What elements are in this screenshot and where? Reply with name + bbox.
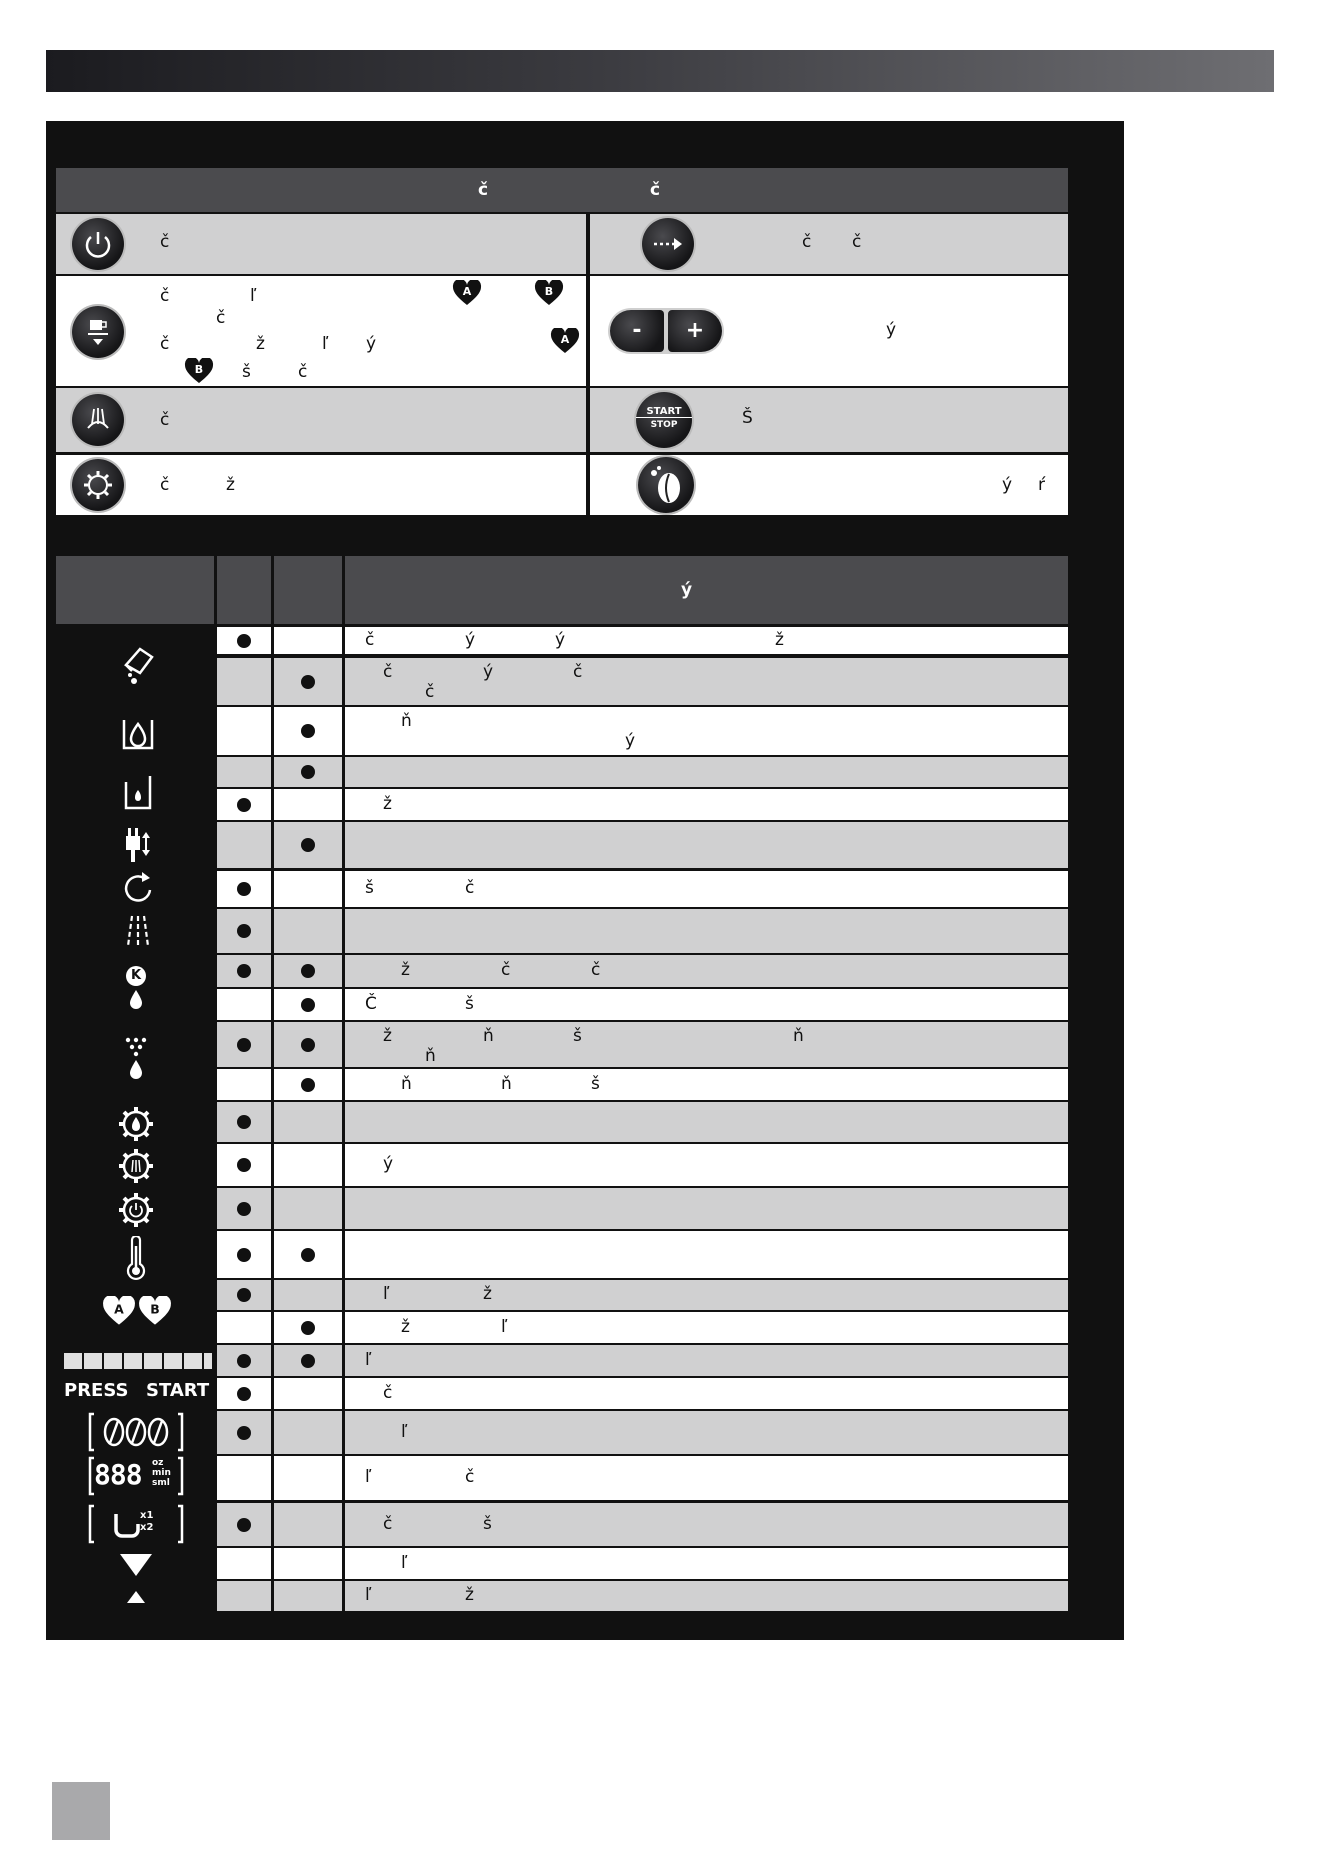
row-desc-char: ý (383, 1154, 394, 1174)
table-row-col1-cell (217, 1069, 271, 1100)
table-row-col1-cell (217, 707, 271, 755)
table-row-col2-cell (274, 658, 342, 705)
table-row (345, 989, 1068, 1020)
indicator-dot (237, 882, 251, 896)
coffee-desc-char: č (216, 308, 226, 328)
table-row-col1-cell (217, 1411, 271, 1454)
row-desc-char: ľ (401, 1553, 408, 1573)
power-desc-char: č (160, 232, 170, 252)
header-char: č (478, 180, 489, 200)
table-row (345, 1231, 1068, 1278)
table-row-col1-cell (217, 789, 271, 820)
start-label: START (146, 1380, 210, 1401)
table-row-col1-cell (217, 1144, 271, 1186)
cup-bracket-icon (88, 1504, 184, 1544)
row-desc-char: ý (625, 731, 636, 751)
table-row-col1-cell (217, 1231, 271, 1278)
table-row (345, 909, 1068, 953)
triangle-down-icon (118, 1552, 154, 1578)
table-row (345, 1144, 1068, 1186)
indicator-dot (301, 1321, 315, 1335)
drip-tray-icon (118, 770, 158, 812)
start-stop-button[interactable] (636, 392, 692, 448)
plus-button[interactable]: + (668, 310, 722, 352)
row-desc-char: ž (383, 794, 392, 814)
table-row-col2-cell (274, 1312, 342, 1343)
table-row-col1-cell (217, 1188, 271, 1229)
indicator-dot (237, 1115, 251, 1129)
row-desc-char: š (591, 1074, 600, 1094)
heart-a-icon (102, 1296, 136, 1326)
table-row-col2-cell (274, 955, 342, 987)
table-row (345, 1022, 1068, 1067)
minus-plus-control (608, 308, 724, 354)
table-row-col1-cell (217, 871, 271, 907)
water-tank-icon (118, 710, 158, 754)
row-desc-char: ľ (365, 1585, 372, 1605)
steam-button-row (56, 388, 586, 452)
header-char: č (650, 180, 661, 200)
table-row (345, 707, 1068, 755)
row-desc-char: š (483, 1514, 492, 1534)
cup-size-icon (88, 1504, 184, 1544)
svg-text:A: A (560, 333, 570, 346)
row-desc-char: Č (365, 994, 377, 1014)
table-row (345, 1548, 1068, 1579)
row-desc-char: š (465, 994, 474, 1014)
table-row-col2-cell (274, 1069, 342, 1100)
row-desc-char: č (383, 1383, 393, 1403)
beans-desc-char: ŕ (1038, 475, 1045, 495)
display-unit: oz (152, 1458, 164, 1468)
coffee-desc-char: ľ (322, 334, 329, 354)
table-row (345, 871, 1068, 907)
table-row-col2-cell (274, 1581, 342, 1611)
k-badge-icon: K (126, 966, 146, 986)
table-row-col2-cell (274, 1231, 342, 1278)
water-drop-icon (128, 988, 144, 1010)
row-desc-char: š (365, 878, 374, 898)
table-row-col1-cell (217, 1102, 271, 1142)
triangle-up-icon (126, 1590, 146, 1604)
display-digits: 888 (94, 1458, 142, 1491)
minus-button[interactable]: - (610, 310, 664, 352)
settings-button-row (56, 455, 586, 515)
page-number-box (52, 1782, 110, 1840)
row-desc-char: ž (401, 960, 410, 980)
steam-nozzle-icon (120, 912, 156, 952)
row-desc-char: ľ (501, 1317, 508, 1337)
row-desc-char: ň (401, 711, 412, 731)
gear-steam-icon (116, 1146, 156, 1186)
table-row-col2-cell (274, 1503, 342, 1546)
power-plug-icon (120, 826, 156, 866)
row-desc-char: ý (555, 630, 566, 650)
row-desc-char: č (501, 960, 511, 980)
table-header-icon-col (56, 556, 214, 624)
row-desc-char: č (383, 1514, 393, 1534)
settings-desc-char: č (160, 475, 170, 495)
table-row-col1-cell (217, 822, 271, 868)
display-unit: min (152, 1468, 171, 1478)
table-row-col1-cell (217, 989, 271, 1020)
next-desc-char: č (852, 232, 862, 252)
table-row (345, 1503, 1068, 1546)
indicator-dot (237, 1288, 251, 1302)
heart-b-icon (184, 358, 214, 384)
indicator-dot (237, 1354, 251, 1368)
next-button-row (590, 214, 1068, 274)
table-header-col1 (217, 556, 271, 624)
coffee-desc-char: č (160, 334, 170, 354)
table-row-col2-cell (274, 707, 342, 755)
table-row-col2-cell (274, 1022, 342, 1067)
table-row (345, 1102, 1068, 1142)
arrow-right-icon (642, 218, 694, 270)
table-row-col1-cell (217, 955, 271, 987)
row-desc-char: č (591, 960, 601, 980)
table-row (345, 1378, 1068, 1409)
coffee-desc-char: ž (256, 334, 265, 354)
table-row (345, 1312, 1068, 1343)
table-header-char: ý (681, 580, 693, 600)
coffee-desc-char: č (298, 362, 308, 382)
table-row-col1-cell (217, 1456, 271, 1500)
table-row (345, 1188, 1068, 1229)
descale-icon (118, 645, 158, 689)
svg-text:B: B (544, 285, 554, 298)
table-row (345, 1581, 1068, 1611)
table-row-col1-cell (217, 627, 271, 654)
indicator-dot (301, 1354, 315, 1368)
table-row-col2-cell (274, 909, 342, 953)
steam-button[interactable] (72, 394, 124, 446)
table-row-col2-cell (274, 871, 342, 907)
row-desc-char: ý (483, 662, 494, 682)
row-desc-char: č (383, 662, 393, 682)
coffee-button[interactable] (72, 306, 124, 358)
row-desc-char: ň (425, 1046, 436, 1066)
gear-power-icon (116, 1190, 156, 1230)
next-button[interactable] (642, 218, 694, 270)
coffee-bean-icon (638, 457, 694, 513)
start-stop-desc-char: Š (742, 408, 753, 428)
table-row-col1-cell (217, 1581, 271, 1611)
heart-b-icon (138, 1296, 172, 1326)
table-row-col2-cell (274, 1144, 342, 1186)
table-row (345, 757, 1068, 787)
indicator-dot (237, 1387, 251, 1401)
coffee-desc-char: č (160, 286, 170, 306)
top-banner (46, 50, 1274, 92)
press-label: PRESS (64, 1380, 129, 1401)
table-row (345, 658, 1068, 705)
indicator-dot (237, 1158, 251, 1172)
table-row-col1-cell (217, 658, 271, 705)
beans-button-row (590, 455, 1068, 515)
coffee-button-row (56, 276, 586, 386)
table-row-col1-cell (217, 1378, 271, 1409)
indicator-dot (237, 1038, 251, 1052)
heart-a-icon (550, 328, 580, 354)
x1-label: x1 (140, 1510, 154, 1521)
start-stop-row (590, 388, 1068, 452)
table-row (345, 1345, 1068, 1376)
indicator-dot (237, 798, 251, 812)
table-row-col1-cell (217, 909, 271, 953)
cup-icon (72, 306, 124, 358)
table-row-col2-cell (274, 1188, 342, 1229)
digital-display-icon (88, 1456, 184, 1496)
row-desc-char: ň (501, 1074, 512, 1094)
button-section-header (56, 168, 1068, 212)
row-desc-char: ľ (401, 1422, 408, 1442)
gear-water-icon (116, 1104, 156, 1144)
progress-bar-icon (64, 1353, 212, 1369)
table-row-col2-cell (274, 1345, 342, 1376)
table-row (345, 1280, 1068, 1310)
indicator-dot (237, 1518, 251, 1532)
display-unit: sml (152, 1478, 170, 1488)
beans-desc-char: ý (1002, 475, 1013, 495)
indicator-dot (301, 998, 315, 1012)
power-button-row (56, 214, 586, 274)
indicator-dot (301, 838, 315, 852)
power-icon (72, 218, 124, 270)
table-row-col2-cell (274, 1411, 342, 1454)
indicator-dot (237, 1426, 251, 1440)
indicator-dot (301, 1248, 315, 1262)
table-row-col2-cell (274, 757, 342, 787)
table-row-col1-cell (217, 1503, 271, 1546)
table-row-col2-cell (274, 1456, 342, 1500)
indicator-dot (301, 675, 315, 689)
svg-text:A: A (114, 1301, 124, 1317)
indicator-dot (301, 964, 315, 978)
steam-desc-char: č (160, 410, 170, 430)
indicator-dot (237, 1248, 251, 1262)
indicator-dot (301, 765, 315, 779)
table-row (345, 955, 1068, 987)
minus-plus-desc-char: ý (886, 320, 897, 340)
row-desc-char: ž (775, 630, 784, 650)
beans-button[interactable] (638, 457, 694, 513)
next-desc-char: č (802, 232, 812, 252)
indicator-dot (237, 634, 251, 648)
table-row (345, 789, 1068, 820)
row-desc-char: ň (793, 1026, 804, 1046)
thermometer-icon (124, 1236, 148, 1282)
table-row-col1-cell (217, 1022, 271, 1067)
minus-plus-row (590, 276, 1068, 386)
strength-beans-icon (88, 1412, 184, 1452)
indicator-dot (301, 1078, 315, 1092)
row-desc-char: ň (401, 1074, 412, 1094)
table-row-col2-cell (274, 789, 342, 820)
table-row (345, 627, 1068, 654)
gear-icon (72, 459, 124, 511)
row-desc-char: č (425, 682, 435, 702)
heart-a-icon (452, 280, 482, 306)
row-desc-char: č (573, 662, 583, 682)
table-row-col1-cell (217, 757, 271, 787)
row-desc-char: ň (483, 1026, 494, 1046)
table-row-col2-cell (274, 822, 342, 868)
steam-icon (72, 394, 124, 446)
table-row (345, 1456, 1068, 1500)
table-row-col1-cell (217, 1345, 271, 1376)
row-desc-char: ľ (365, 1467, 372, 1487)
table-row (345, 1069, 1068, 1100)
coffee-desc-char: ľ (250, 286, 257, 306)
table-row-col1-cell (217, 1312, 271, 1343)
table-row-col1-cell (217, 1280, 271, 1310)
row-desc-char: ž (483, 1284, 492, 1304)
table-row-col1-cell (217, 1548, 271, 1579)
water-hardness-icon (124, 1036, 148, 1082)
row-desc-char: č (365, 630, 375, 650)
coffee-desc-char: ý (366, 334, 377, 354)
table-row-col2-cell (274, 1102, 342, 1142)
table-row-col2-cell (274, 1548, 342, 1579)
table-row (345, 1411, 1068, 1454)
table-row-col2-cell (274, 627, 342, 654)
x2-label: x2 (140, 1522, 154, 1533)
table-row-col2-cell (274, 989, 342, 1020)
settings-button[interactable] (72, 459, 124, 511)
coffee-desc-char: š (242, 362, 251, 382)
indicator-dot (237, 964, 251, 978)
row-desc-char: ľ (365, 1350, 372, 1370)
row-desc-char: č (465, 1467, 475, 1487)
table-row-col2-cell (274, 1378, 342, 1409)
heart-b-icon (534, 280, 564, 306)
stop-label: STOP (650, 420, 678, 430)
indicator-dot (237, 924, 251, 938)
settings-desc-char: ž (226, 475, 235, 495)
indicator-dot (237, 1202, 251, 1216)
power-button[interactable] (72, 218, 124, 270)
indicator-dot (301, 724, 315, 738)
row-desc-char: ý (465, 630, 476, 650)
table-row-col2-cell (274, 1280, 342, 1310)
row-desc-char: ž (383, 1026, 392, 1046)
row-desc-char: ž (401, 1317, 410, 1337)
row-desc-char: č (465, 878, 475, 898)
start-label: START (636, 406, 692, 418)
rinse-cycle-icon (120, 870, 156, 908)
row-desc-char: ľ (383, 1284, 390, 1304)
row-desc-char: ž (465, 1585, 474, 1605)
table-row (345, 822, 1068, 868)
svg-text:B: B (194, 363, 204, 376)
row-desc-char: š (573, 1026, 582, 1046)
table-header-description (345, 556, 1068, 624)
table-header-col2 (274, 556, 342, 624)
indicator-dot (301, 1038, 315, 1052)
svg-text:A: A (462, 285, 472, 298)
svg-text:B: B (150, 1301, 160, 1317)
